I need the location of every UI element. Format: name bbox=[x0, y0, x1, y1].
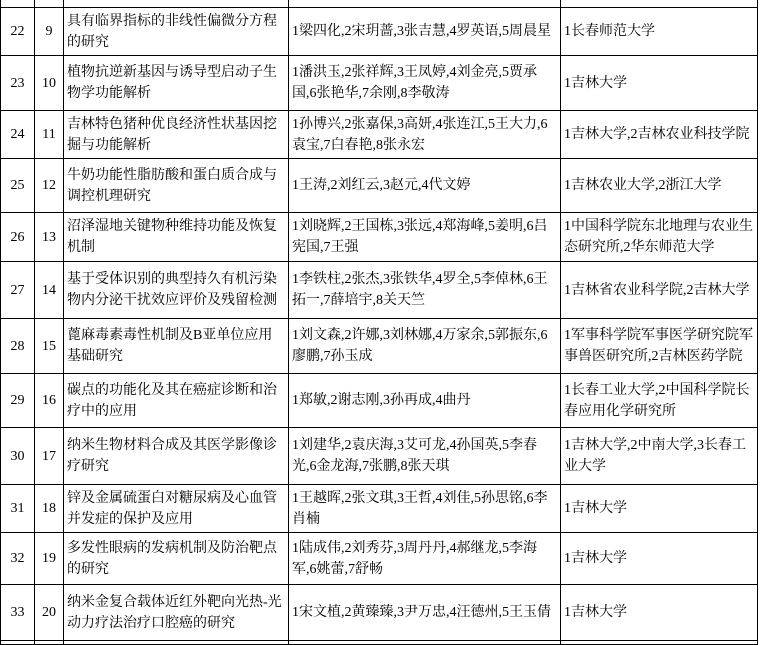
table-row bbox=[1, 428, 758, 485]
empty-cell bbox=[64, 0, 289, 8]
bottom-partial-row-group bbox=[1, 641, 758, 645]
top-partial-row-group bbox=[1, 0, 758, 8]
institutions-cell: 1吉林大学,2中南大学,3长春工业大学 bbox=[561, 428, 758, 485]
members-cell: 1王越晖,2张文琪,3王哲,4刘佳,5孙思铭,6李肖楠 bbox=[289, 485, 561, 533]
seq-cell: 33 bbox=[1, 585, 35, 641]
table-row bbox=[1, 533, 758, 585]
projects-table-body bbox=[1, 8, 758, 641]
seq-cell: 32 bbox=[1, 533, 35, 585]
empty-cell bbox=[561, 0, 758, 8]
table-row bbox=[1, 585, 758, 641]
title-cell: 碳点的功能化及其在癌症诊断和治疗中的应用 bbox=[64, 374, 289, 428]
institutions-cell: 1吉林省农业科学院,2吉林大学 bbox=[561, 262, 758, 319]
title-cell: 纳米生物材料合成及其医学影像诊疗研究 bbox=[64, 428, 289, 485]
members-cell: 1宋文植,2黄臻臻,3尹万忠,4汪德州,5王玉倩 bbox=[289, 585, 561, 641]
title-cell: 蓖麻毒素毒性机制及B亚单位应用基础研究 bbox=[64, 319, 289, 374]
institutions-cell: 1长春师范大学 bbox=[561, 8, 758, 56]
institutions-cell: 1中国科学院东北地理与农业生态研究所,2华东师范大学 bbox=[561, 213, 758, 262]
empty-cell bbox=[561, 641, 758, 645]
partial-row bbox=[1, 0, 758, 8]
stage-no-cell: 17 bbox=[35, 428, 64, 485]
empty-cell bbox=[1, 641, 35, 645]
seq-cell: 25 bbox=[1, 159, 35, 213]
title-cell: 纳米金复合载体近红外靶向光热-光动力疗法治疗口腔癌的研究 bbox=[64, 585, 289, 641]
stage-no-cell: 13 bbox=[35, 213, 64, 262]
stage-no-cell: 15 bbox=[35, 319, 64, 374]
institutions-cell: 1吉林大学 bbox=[561, 485, 758, 533]
title-cell: 锌及金属硫蛋白对糖尿病及心血管并发症的保护及应用 bbox=[64, 485, 289, 533]
seq-cell: 30 bbox=[1, 428, 35, 485]
seq-cell: 27 bbox=[1, 262, 35, 319]
title-cell: 沼泽湿地关键物种维持功能及恢复机制 bbox=[64, 213, 289, 262]
partial-row bbox=[1, 641, 758, 645]
table-row bbox=[1, 8, 758, 56]
empty-cell bbox=[289, 0, 561, 8]
members-cell: 1刘文森,2许娜,3刘林娜,4万家余,5郭振东,6廖鹏,7孙玉成 bbox=[289, 319, 561, 374]
stage-no-cell: 11 bbox=[35, 111, 64, 159]
stage-no-cell: 9 bbox=[35, 8, 64, 56]
members-cell: 1刘晓辉,2王国栋,3张远,4郑海峰,5姜明,6吕宪国,7王强 bbox=[289, 213, 561, 262]
institutions-cell: 1吉林大学 bbox=[561, 585, 758, 641]
institutions-cell: 1吉林大学 bbox=[561, 56, 758, 111]
institutions-cell: 1吉林大学 bbox=[561, 533, 758, 585]
stage-no-cell: 19 bbox=[35, 533, 64, 585]
seq-cell: 22 bbox=[1, 8, 35, 56]
title-cell: 基于受体识别的典型持久有机污染物内分泌干扰效应评价及残留检测 bbox=[64, 262, 289, 319]
members-cell: 1陆成伟,2刘秀芬,3周丹丹,4郝继龙,5李海军,6姚蕾,7舒畅 bbox=[289, 533, 561, 585]
table-row bbox=[1, 374, 758, 428]
seq-cell: 28 bbox=[1, 319, 35, 374]
institutions-cell: 1吉林农业大学,2浙江大学 bbox=[561, 159, 758, 213]
seq-cell: 26 bbox=[1, 213, 35, 262]
table-row bbox=[1, 111, 758, 159]
members-cell: 1潘洪玉,2张祥辉,3王凤婷,4刘金亮,5贾承国,6张艳华,7余刚,8李敬涛 bbox=[289, 56, 561, 111]
empty-cell bbox=[289, 641, 561, 645]
empty-cell bbox=[35, 0, 64, 8]
members-cell: 1王涛,2刘红云,3赵元,4代文婷 bbox=[289, 159, 561, 213]
empty-cell bbox=[1, 0, 35, 8]
stage-no-cell: 14 bbox=[35, 262, 64, 319]
stage-no-cell: 20 bbox=[35, 585, 64, 641]
table-row bbox=[1, 485, 758, 533]
table-row bbox=[1, 159, 758, 213]
stage-no-cell: 18 bbox=[35, 485, 64, 533]
seq-cell: 29 bbox=[1, 374, 35, 428]
seq-cell: 23 bbox=[1, 56, 35, 111]
title-cell: 植物抗逆新基因与诱导型启动子生物学功能解析 bbox=[64, 56, 289, 111]
institutions-cell: 1军事科学院军事医学研究院军事兽医研究所,2吉林医药学院 bbox=[561, 319, 758, 374]
empty-cell bbox=[64, 641, 289, 645]
title-cell: 牛奶功能性脂肪酸和蛋白质合成与调控机理研究 bbox=[64, 159, 289, 213]
table-row bbox=[1, 213, 758, 262]
members-cell: 1梁四化,2宋玥蔷,3张吉慧,4罗英语,5周晨星 bbox=[289, 8, 561, 56]
members-cell: 1刘建华,2袁庆海,3艾可龙,4孙国英,5李春光,6金龙海,7张鹏,8张天琪 bbox=[289, 428, 561, 485]
table-row bbox=[1, 319, 758, 374]
members-cell: 1郑敏,2谢志刚,3孙再成,4曲丹 bbox=[289, 374, 561, 428]
seq-cell: 24 bbox=[1, 111, 35, 159]
stage-no-cell: 16 bbox=[35, 374, 64, 428]
members-cell: 1李铁柱,2张杰,3张铁华,4罗全,5李倬林,6王拓一,7薛培宇,8关天竺 bbox=[289, 262, 561, 319]
title-cell: 吉林特色猪种优良经济性状基因挖掘与功能解析 bbox=[64, 111, 289, 159]
empty-cell bbox=[35, 641, 64, 645]
table-row bbox=[1, 56, 758, 111]
stage-no-cell: 12 bbox=[35, 159, 64, 213]
title-cell: 多发性眼病的发病机制及防治靶点的研究 bbox=[64, 533, 289, 585]
table-row bbox=[1, 262, 758, 319]
institutions-cell: 1吉林大学,2吉林农业科技学院 bbox=[561, 111, 758, 159]
members-cell: 1孙博兴,2张嘉保,3高妍,4张连江,5王大力,6袁宝,7白春艳,8张永宏 bbox=[289, 111, 561, 159]
seq-cell: 31 bbox=[1, 485, 35, 533]
stage-no-cell: 10 bbox=[35, 56, 64, 111]
institutions-cell: 1长春工业大学,2中国科学院长春应用化学研究所 bbox=[561, 374, 758, 428]
title-cell: 具有临界指标的非线性偏微分方程的研究 bbox=[64, 8, 289, 56]
